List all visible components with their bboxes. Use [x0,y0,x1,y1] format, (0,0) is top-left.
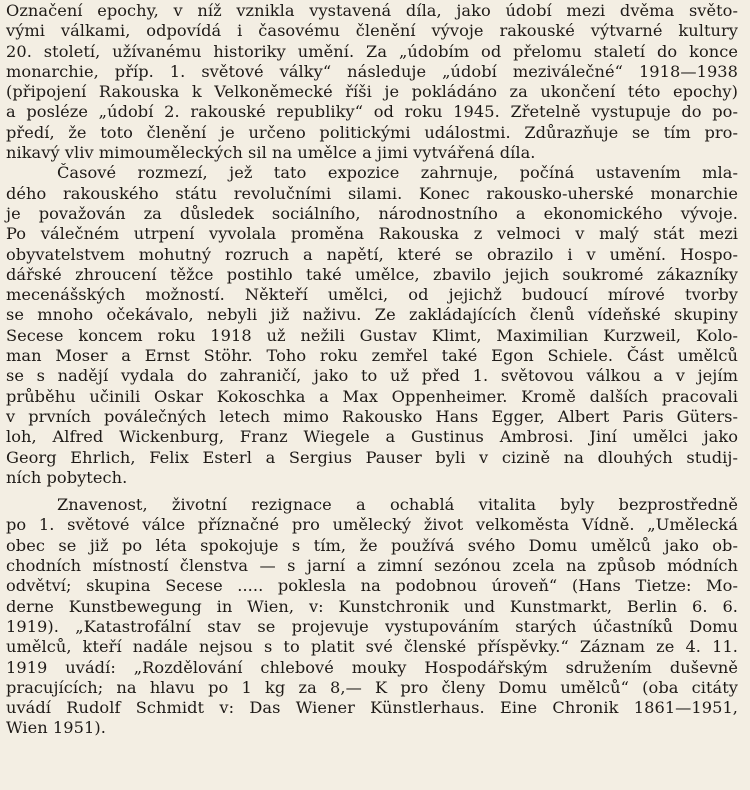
text-line: nikavý vliv mimouměleckých sil na umělce a jimi vytvářená díla. [6,143,536,163]
text-line: se mnoho očekávalo, nebyli již naživu. Ze zakládajících členů vídeňské skupiny [6,305,738,325]
text-line: uvádí Rudolf Schmidt v: Das Wiener Künstlerhaus. Eine Chronik 1861—1951, [6,698,738,718]
text-line: předí, že toto členění je určeno politickými událostmi. Zdůrazňuje se tím pro- [6,122,738,142]
text-line: průběhu učinili Oskar Kokoschka a Max Oppenheimer. Kromě dalších pracovali [6,386,738,406]
text-line: ních pobytech. [6,467,128,487]
text-line: vými válkami, odpovídá i časovému členění vývoje rakouské výtvarné kultury [6,21,738,41]
text-line: po 1. světové válce příznačné pro umělecký život velkoměsta Vídně. „Umělecká [6,515,738,535]
text-line: dého rakouského státu revolučními silami. Konec rakousko-uherské monarchie [6,183,738,203]
text-line: pracujících; na hlavu po 1 kg za 8,— K pro členy Domu umělců“ (oba citáty [6,677,738,697]
text-line: dářské zhroucení těžce postihlo také umělce, zbavilo jejich soukromé zákazníky [6,264,738,284]
text-line: Po válečném utrpení vyvolala proměna Rakouska z velmoci v malý stát mezi [6,224,738,244]
paragraph-2 [6,163,738,488]
text-line: je považován za důsledek sociálního, národnostního a ekonomického vývoje. [6,203,738,223]
text-line: 1919). „Katastrofální stav se projevuje vystupováním starých účastníků Domu [6,616,738,636]
text-line: obyvatelstvem mohutný rozruch a napětí, které se obrazilo i v umění. Hospo- [6,244,738,264]
text-line: se s nadějí vydala do zahraničí, jako to už před 1. světovou válkou a v jejím [6,366,738,386]
text-line: Georg Ehrlich, Felix Esterl a Sergius Pauser byli v cizině na dlouhých studij- [6,447,738,467]
text-line: man Moser a Ernst Stöhr. Toho roku zemřel také Egon Schiele. Část umělců [6,346,738,366]
text-line: Wien 1951). [6,718,106,738]
text-line: 20. století, užívanému historiky umění. Za „údobím od přelomu staletí do konce [6,41,738,61]
text-line: odvětví; skupina Secese ..... poklesla na podobnou úroveň“ (Hans Tietze: Mo- [6,576,738,596]
text-line: umělců, kteří nadále nejsou s to platit své členské příspěvky.“ Záznam ze 4. 11. [6,637,738,657]
paragraph-3 [6,495,738,739]
text-line: a posléze „údobí 2. rakouské republiky“ od roku 1945. Zřetelně vystupuje do po- [6,102,738,122]
text-line: Znavenost, životní rezignace a ochablá vitalita byly bezprostředně [57,495,738,515]
document-page [0,1,750,790]
text-line: chodních místností členstva — s jarní a zimní sezónou zcela na způsob módních [6,556,738,576]
text-line: Secese koncem roku 1918 už nežili Gustav Klimt, Maximilian Kurzweil, Kolo- [6,325,738,345]
paragraph-gap [6,488,738,495]
text-line: mecenášských možností. Někteří umělci, od jejichž budoucí mírové tvorby [6,285,738,305]
text-line: derne Kunstbewegung in Wien, v: Kunstchronik und Kunstmarkt, Berlin 6. 6. [6,596,738,616]
paragraph-1 [6,1,738,163]
text-line: (připojení Rakouska k Velkoněmecké říši je pokládáno za ukončení této epochy) [6,82,738,102]
text-line: loh, Alfred Wickenburg, Franz Wiegele a Gustinus Ambrosi. Jiní umělci jako [6,427,738,447]
text-line: obec se již po léta spokojuje s tím, že používá svého Domu umělců jako ob- [6,535,738,555]
text-line: Časové rozmezí, jež tato expozice zahrnuje, počíná ustavením mla- [57,163,738,183]
text-line: v prvních poválečných letech mimo Rakousko Hans Egger, Albert Paris Güters- [6,406,738,426]
text-line: Označení epochy, v níž vznikla vystavená díla, jako údobí mezi dvěma světo- [6,1,738,20]
text-line: monarchie, příp. 1. světové války“ následuje „údobí meziválečné“ 1918—1938 [6,61,738,81]
text-line: 1919 uvádí: „Rozdělování chlebové mouky Hospodářským sdružením duševně [6,657,738,677]
